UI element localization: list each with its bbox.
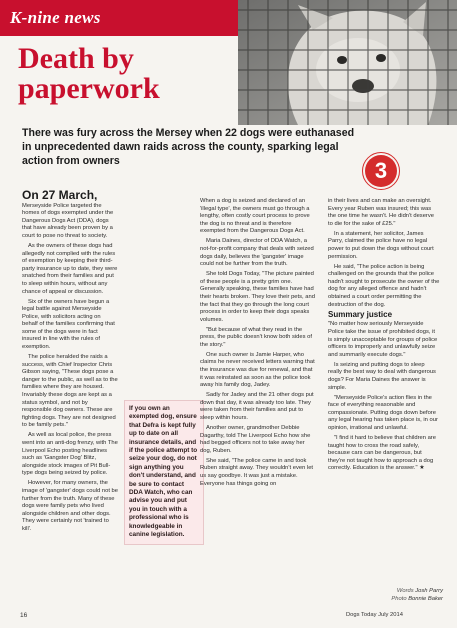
paragraph: As the owners of these dogs had allegedly not complied with the rules of exemption by keeping their third-party insurance up to date, they were snatched from their families and put to sleep within hours, without any chance of appeal or discussion. <box>22 242 118 295</box>
paragraph: In a statement, her solicitor, James Parry, claimed the police have no legal power to put down the dogs without court permission. <box>328 230 434 260</box>
paragraph: Maria Daines, director of DDA Watch, a not-for-profit company that deals with seized dogs daily, believes the 'gangster' image could not be further from the truth. <box>200 238 314 268</box>
credits <box>355 588 443 603</box>
dog-behind-bars-image <box>238 0 457 125</box>
article-column-3 <box>328 198 440 475</box>
headline-line-1: Death by <box>18 42 134 75</box>
article-column-1 <box>22 188 118 536</box>
standfirst: There was fury across the Mersey when 22 dogs were euthanased in unprecedented dawn raids across the county, sparking legal action from owners <box>22 127 355 167</box>
paragraph: As well as local police, the press went into an anti-dog frenzy, with The Liverpool Echo posting headlines such as 'Gangster Dog' Blitz, alongside stock images of Pit Bull-type dogs being seized by police. <box>22 432 118 477</box>
issue-info: Dogs Today July 2014 <box>346 612 403 618</box>
paragraph: However, for many owners, the image of 'gangster' dogs could not be further from the truth. Many of these dogs were family pets who lived alongside children and other dogs. They were certainly not 'trained to kill'. <box>22 480 118 532</box>
dropcap: On 27 March, <box>22 188 98 202</box>
paragraph: He said, "The police action is being challenged on the grounds that the police hadn't sought to prosecute the owner of the dog for any alleged offence and hadn't obtained a court order permitting the destruction of the dog. <box>328 263 440 308</box>
paragraph: The police heralded the raids a success, with Chief Inspector Chris Gibson saying, "These dogs pose a danger to the public, as well as to the families where they are housed. Invariably these dogs are kept as a status symbol, and not by responsible dog owners. These are fighting dogs. They are not designed to be family pets." <box>22 354 118 429</box>
page-badge: 3 <box>365 155 397 187</box>
advice-sidebar: If you own an exempted dog, ensure that Defra is kept fully up to date on all insurance details, and if the police attempt to seize your dog, do not sign anything you don't understand, and be sure to contact DDA Watch, who can advise you and put you in touch with a professional who is knowledgeable in canine legislation. <box>124 400 204 545</box>
headline-line-2: paperwork <box>18 72 160 105</box>
dog-photo <box>238 0 457 125</box>
words-credit: Words Josh Parry <box>396 588 443 594</box>
paragraph: On 27 March, Merseyside Police targeted the homes of dogs exempted under the Dangerous Dogs Act (DDA), dogs that have already been proven by a court to pose no threat to society. <box>22 188 114 239</box>
paragraph: "Merseyside Police's action flies in the face of everything reasonable and compassionate. Putting dogs down before any legal hearing has taken place is, in our opinion, irrational and unlawful. <box>328 394 438 431</box>
page-number: 16 <box>20 612 28 619</box>
paragraph: Another owner, grandmother Debbie Dagarthy, told The Liverpool Echo how she had begged officers not to take away her dog, Ruben. <box>200 424 311 454</box>
paragraph: in their lives and can make an oversight. Every year Ruben was insured; this was the one time he wasn't. He didn't deserve to die for the sake of £25." <box>328 198 434 227</box>
paragraph: "I find it hard to believe that children are taught how to cross the road safely, because cars can be dangerous, but they're not taught how to approach a dog correctly. Education is the answer." ★ <box>328 434 436 472</box>
paragraph: Sadly for Jadey and the 21 other dogs put down that day, it was already too late. They were taken from their families and put to sleep within hours. <box>200 392 314 421</box>
article-column-2 <box>200 198 315 491</box>
paragraph: "No matter how seriously Merseyside Police take the issue of prohibited dogs, it is simply unacceptable for groups of police officers to improperly and unlawfully seize and summarily execute dogs." <box>328 321 438 358</box>
paragraph: Six of the owners have begun a legal battle against Merseyside Police, with solicitors acting on behalf of the families confirming that some of the dogs were in fact insured in line with the rules of exemption. <box>22 298 115 351</box>
section-title: K-nine news <box>10 8 101 27</box>
paragraph: "But because of what they read in the press, the public doesn't know both sides of the story." <box>200 326 312 348</box>
headline <box>18 44 233 104</box>
subheading: Summary justice <box>328 310 393 320</box>
section-banner <box>0 0 240 36</box>
paragraph: One such owner is Jamie Harper, who claims he never received letters warning that the insurance was due for renewal, and that it was reinstated as soon as the police took away his family dog, Jadey. <box>200 351 315 389</box>
paragraph: She told Dogs Today, "The picture painted of these people is a pretty grim one. Generally speaking, these families have had their hearts broken. They love their pets, and the fact that they go through the long court process in order to keep their dogs speaks volumes. <box>200 271 315 323</box>
paragraph: When a dog is seized and declared of an 'illegal type', the owners must go through a lengthy, often costly court process to prove the dog is no threat and is therefore exempted from the Dangerous Dogs Act. <box>200 198 310 235</box>
photo-credit: Photo Bonnie Baker <box>391 595 443 602</box>
paragraph: Is seizing and putting dogs to sleep really the best way to deal with dangerous dogs? For Maria Daines the answer is simple. <box>328 361 436 391</box>
paragraph: She said, "The police came in and took Ruben straight away. They wouldn't even let us say goodbye. It was just a mistake. Everyone has things going on <box>200 457 314 487</box>
